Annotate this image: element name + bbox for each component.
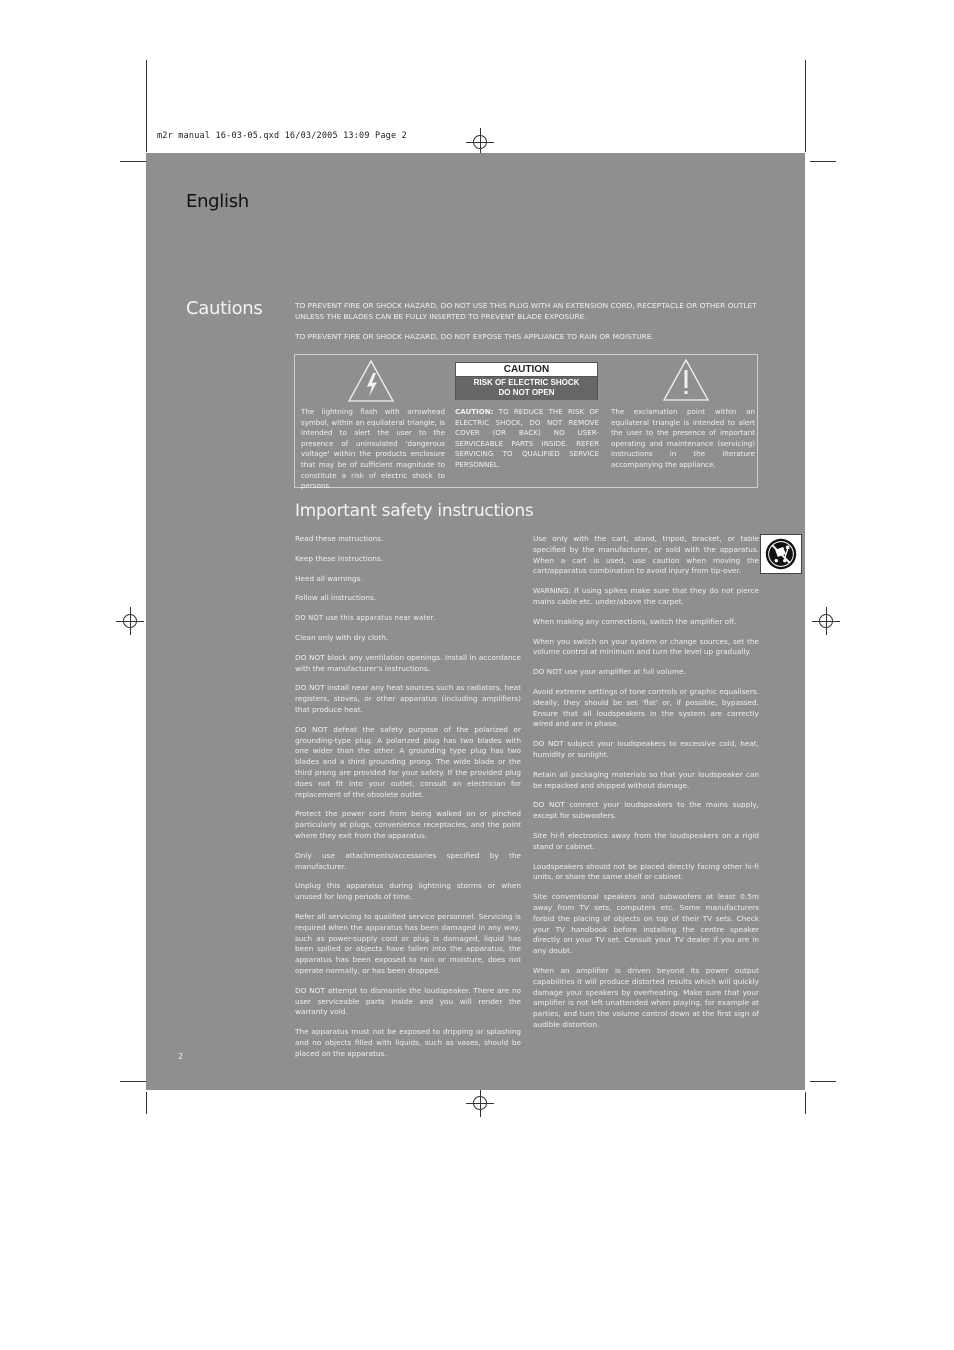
safety-item: DO NOT attempt to dismantle the loudspeaker. There are no user serviceable parts inside and you will render the warranty void. — [295, 985, 521, 1017]
safety-item: Avoid extreme settings of tone controls or graphic equalisers. Ideally, they should be set 'flat' or, if possible, bypassed. Ensure that all loudspeakers in the system are correctly wired and are in phase. — [533, 686, 759, 729]
caution-box — [294, 354, 758, 491]
safety-item: DO NOT use this apparatus near water. — [295, 614, 436, 623]
safety-item: Heed all warnings. — [295, 573, 363, 583]
crop-mark — [810, 1081, 836, 1082]
safety-item: Retain all packaging materials so that your loudspeaker can be repacked and shipped without damage. — [533, 769, 759, 790]
safety-column-right — [533, 534, 759, 1040]
safety-item: Unplug this apparatus during lightning storms or when unused for long periods of time. — [295, 881, 521, 902]
registration-mark-icon — [473, 135, 487, 149]
caution-explanation-label: CAUTION: — [455, 407, 494, 416]
safety-item: Use only with the cart, stand, tripod, bracket, or table specified by the manufacturer, or sold with the apparatus. When a cart is used, use caution when moving the cart/apparatus combination to avoid injury from tip-over. — [533, 534, 759, 576]
caution-label-title: CAUTION — [456, 363, 597, 377]
safety-item: DO NOT defeat the safety purpose of the polarized or grounding-type plug. A polarized plug has two blades with one wider than the other. A grounding type plug has two blades and a third grounding prong. The wide blade or the third prong are provided for your safety. If the provided plug does not fit into your outlet, consult an electrician for replacement of the obsolete outlet. — [295, 724, 521, 799]
crop-mark — [805, 1092, 806, 1114]
safety-column-left — [295, 534, 521, 1068]
safety-item: Read these instructions. — [295, 534, 384, 543]
safety-item: Keep these instructions. — [295, 553, 383, 563]
registration-mark-icon — [123, 614, 137, 628]
lightning-explanation: The lightning flash with arrowhead symbol, within an equilateral triangle, is intended to alert the user to the presence of uninsulated 'dangerous voltage' within the products enclosure that may be of sufficient magnitude to constitute a risk of electric shock to persons. — [301, 407, 445, 491]
warning-text: TO PREVENT FIRE OR SHOCK HAZARD, DO NOT EXPOSE THIS APPLIANCE TO RAIN OR MOISTURE. — [295, 332, 654, 341]
caution-label-line: RISK OF ELECTRIC SHOCK — [473, 378, 580, 387]
safety-item: Protect the power cord from being walked on or pinched particularly at plugs, convenience receptacles, and the point where they exit from the apparatus. — [295, 809, 521, 840]
caution-explanation — [455, 407, 599, 471]
caution-label-risk — [456, 377, 597, 400]
safety-item: Follow all instructions. — [295, 593, 377, 603]
safety-item: Only use attachments/accessories specified by the manufacturer. — [295, 850, 521, 871]
safety-item: Site hi-fi electronics away from the loudspeakers on a rigid stand or cabinet. — [533, 830, 759, 851]
warning-text: TO PREVENT FIRE OR SHOCK HAZARD, DO NOT USE THIS PLUG WITH AN EXTENSION CORD, RECEPTACLE OR OTHER OUTLET UNLESS THE BLADES CAN BE FULLY INSERTED TO PREVENT BLADE EXPOSURE. — [295, 301, 757, 321]
language-heading: English — [186, 191, 249, 212]
safety-item: When an amplifier is driven beyond its power output capabilities it will produce distorted results which will quickly damage your speakers by overheating. Make sure that your amplifier is not left unattended when playing, for example at parties, and turn the volume control down at the first sign of audible distortion. — [533, 965, 759, 1029]
crop-mark — [120, 1081, 146, 1082]
print-slug: m2r manual 16-03-05.qxd 16/03/2005 13:09 Page 2 — [157, 131, 407, 141]
caution-label-line: DO NOT OPEN — [498, 388, 555, 397]
safety-heading: Important safety instructions — [295, 501, 534, 521]
crop-mark — [146, 60, 147, 152]
safety-item: Site conventional speakers and subwoofers at least 0.5m away from TV sets, computers etc. Some manufacturers forbid the placing of objects on top of their TV sets. Check your TV handbook before installing the centre speaker directly on your TV set. Consult your TV dealer if you are in any doubt. — [533, 892, 759, 956]
safety-item: DO NOT block any ventilation openings. Install in accordance with the manufacturer's instructions. — [295, 652, 521, 673]
safety-item: Clean only with dry cloth. — [295, 632, 389, 642]
safety-item: The apparatus must not be exposed to dripping or splashing and no objects filled with liquids, such as vases, should be placed on the apparatus. — [295, 1027, 521, 1058]
exclamation-warning-icon — [662, 358, 710, 402]
caution-label — [455, 362, 598, 400]
safety-item: Refer all servicing to qualified service personnel. Servicing is required when the apparatus has been damaged in any way, such as power-supply cord or plug is damaged, liquid has been spilled or objects have fallen into the apparatus, the apparatus has been exposed to rain or moisture, does not operate normally, or has been dropped. — [295, 911, 521, 975]
page-number: 2 — [178, 1052, 184, 1061]
safety-item: DO NOT use your amplifier at full volume. — [533, 667, 686, 677]
safety-item: When you switch on your system or change sources, set the volume control at minimum and turn the level up gradually. — [533, 636, 759, 657]
crop-mark — [805, 60, 806, 152]
safety-item: Loudspeakers should not be placed directly facing other hi-fi units, or share the same shelf or cabinet. — [533, 861, 759, 882]
safety-item: WARNING: If using spikes make sure that they do not pierce mains cable etc. under/above the carpet. — [533, 586, 759, 606]
crop-mark — [810, 161, 836, 162]
safety-item: When making any connections, switch the amplifier off. — [533, 616, 737, 626]
exclamation-explanation: The exclamation point within an equilateral triangle is intended to alert the user to the presence of important operating and maintenance (servicing) instructions in the literature accompanying the appliance. — [611, 407, 755, 469]
registration-mark-icon — [473, 1096, 487, 1110]
safety-item: DO NOT install near any heat sources such as radiators, heat registers, stoves, or other apparatus (including amplifiers) that produce heat. — [295, 683, 521, 714]
crop-mark — [120, 161, 146, 162]
registration-mark-icon — [819, 614, 833, 628]
cautions-heading: Cautions — [186, 298, 263, 319]
caution-explanation-text: TO REDUCE THE RISK OF ELECTRIC SHOCK, DO NOT REMOVE COVER (OR BACK) NO USER-SERVICEABLE PARTS INSIDE. REFER SERVICING TO QUALIFIED SERVICE PERSONNEL. — [455, 407, 599, 469]
safety-item: DO NOT subject your loudspeakers to excessive cold, heat, humidity or sunlight. — [533, 739, 759, 759]
safety-item: DO NOT connect your loudspeakers to the mains supply, except for subwoofers. — [533, 800, 759, 821]
crop-mark — [146, 1092, 147, 1114]
lightning-warning-icon — [347, 359, 395, 403]
cart-tipover-icon — [760, 534, 802, 574]
